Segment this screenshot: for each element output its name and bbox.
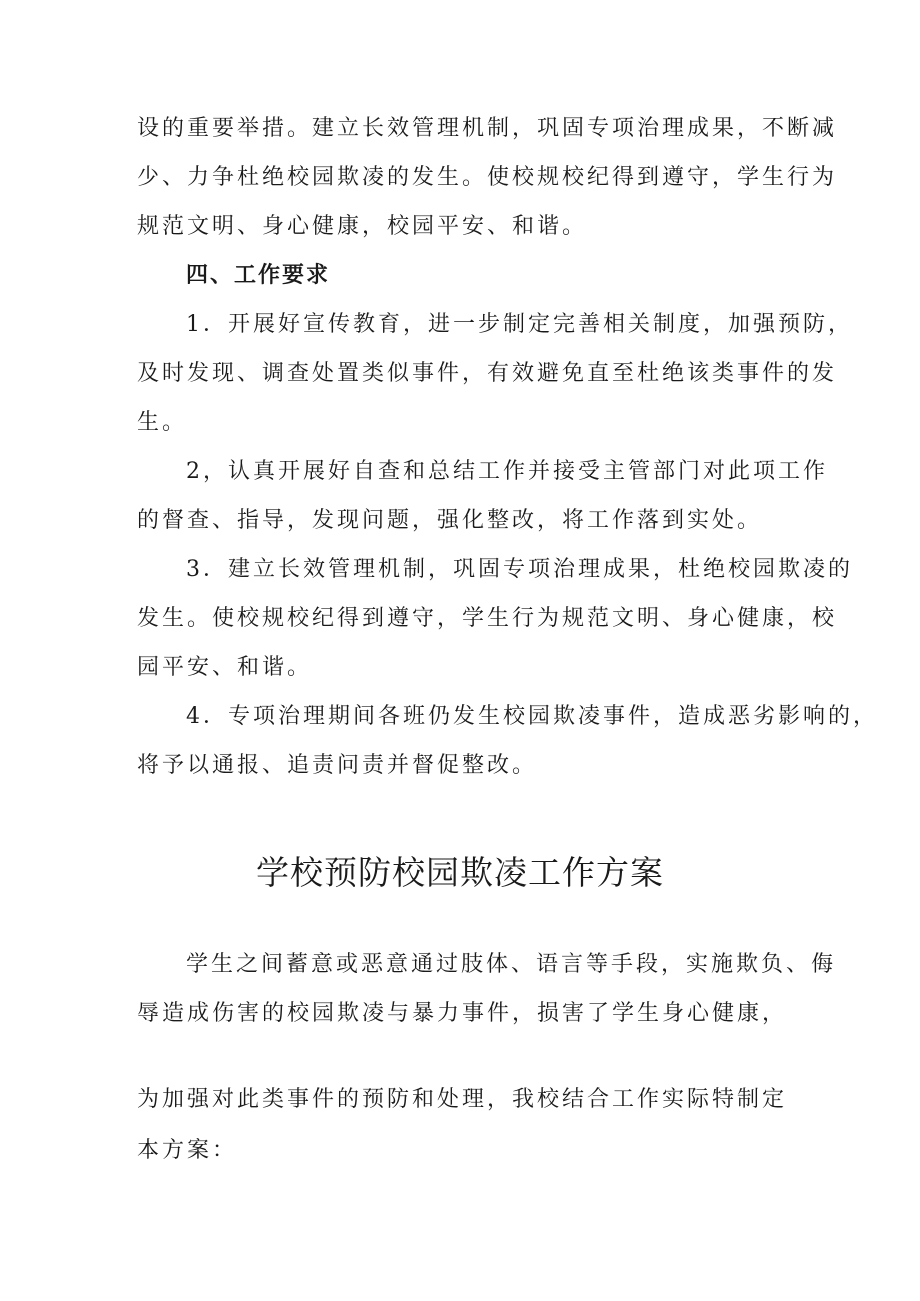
list-item-line: 1．开展好宣传教育，进一步制定完善相关制度，加强预防，	[186, 312, 853, 337]
paragraph-line: 规范文明、身心健康，校园平安、和谐。	[137, 214, 588, 239]
document-title: 学校预防校园欺凌工作方案	[256, 853, 664, 892]
list-item-line: 3．建立长效管理机制，巩固专项治理成果，杜绝校园欺凌的	[186, 557, 853, 582]
paragraph-line: 学生之间蓄意或恶意通过肢体、语言等手段，实施欺负、侮	[186, 952, 837, 977]
list-item-line: 及时发现、调查处置类似事件，有效避免直至杜绝该类事件的发	[137, 361, 838, 386]
list-item-line: 生。	[137, 410, 188, 435]
list-item-line: 将予以通报、追责问责并督促整改。	[137, 753, 538, 778]
list-item-line: 园平安、和谐。	[137, 655, 313, 680]
paragraph-line: 辱造成伤害的校园欺凌与暴力事件，损害了学生身心健康，	[137, 1001, 788, 1026]
list-item-line: 发生。使校规校纪得到遵守，学生行为规范文明、身心健康，校	[137, 606, 838, 631]
list-item-line: 的督查、指导，发现问题，强化整改，将工作落到实处。	[137, 508, 763, 533]
paragraph-line: 少、力争杜绝校园欺凌的发生。使校规校纪得到遵守，学生行为	[137, 165, 838, 190]
paragraph-line: 为加强对此类事件的预防和处理，我校结合工作实际特制定	[137, 1087, 788, 1112]
list-item-line: 4．专项治理期间各班仍发生校园欺凌事件，造成恶劣影响的，	[186, 704, 878, 729]
paragraph-line: 本方案：	[137, 1138, 238, 1163]
section-heading: 四、工作要求	[186, 263, 331, 288]
list-item-line: 2，认真开展好自查和总结工作并接受主管部门对此项工作	[186, 459, 828, 484]
paragraph-line: 设的重要举措。建立长效管理机制，巩固专项治理成果，不断减	[137, 116, 838, 141]
